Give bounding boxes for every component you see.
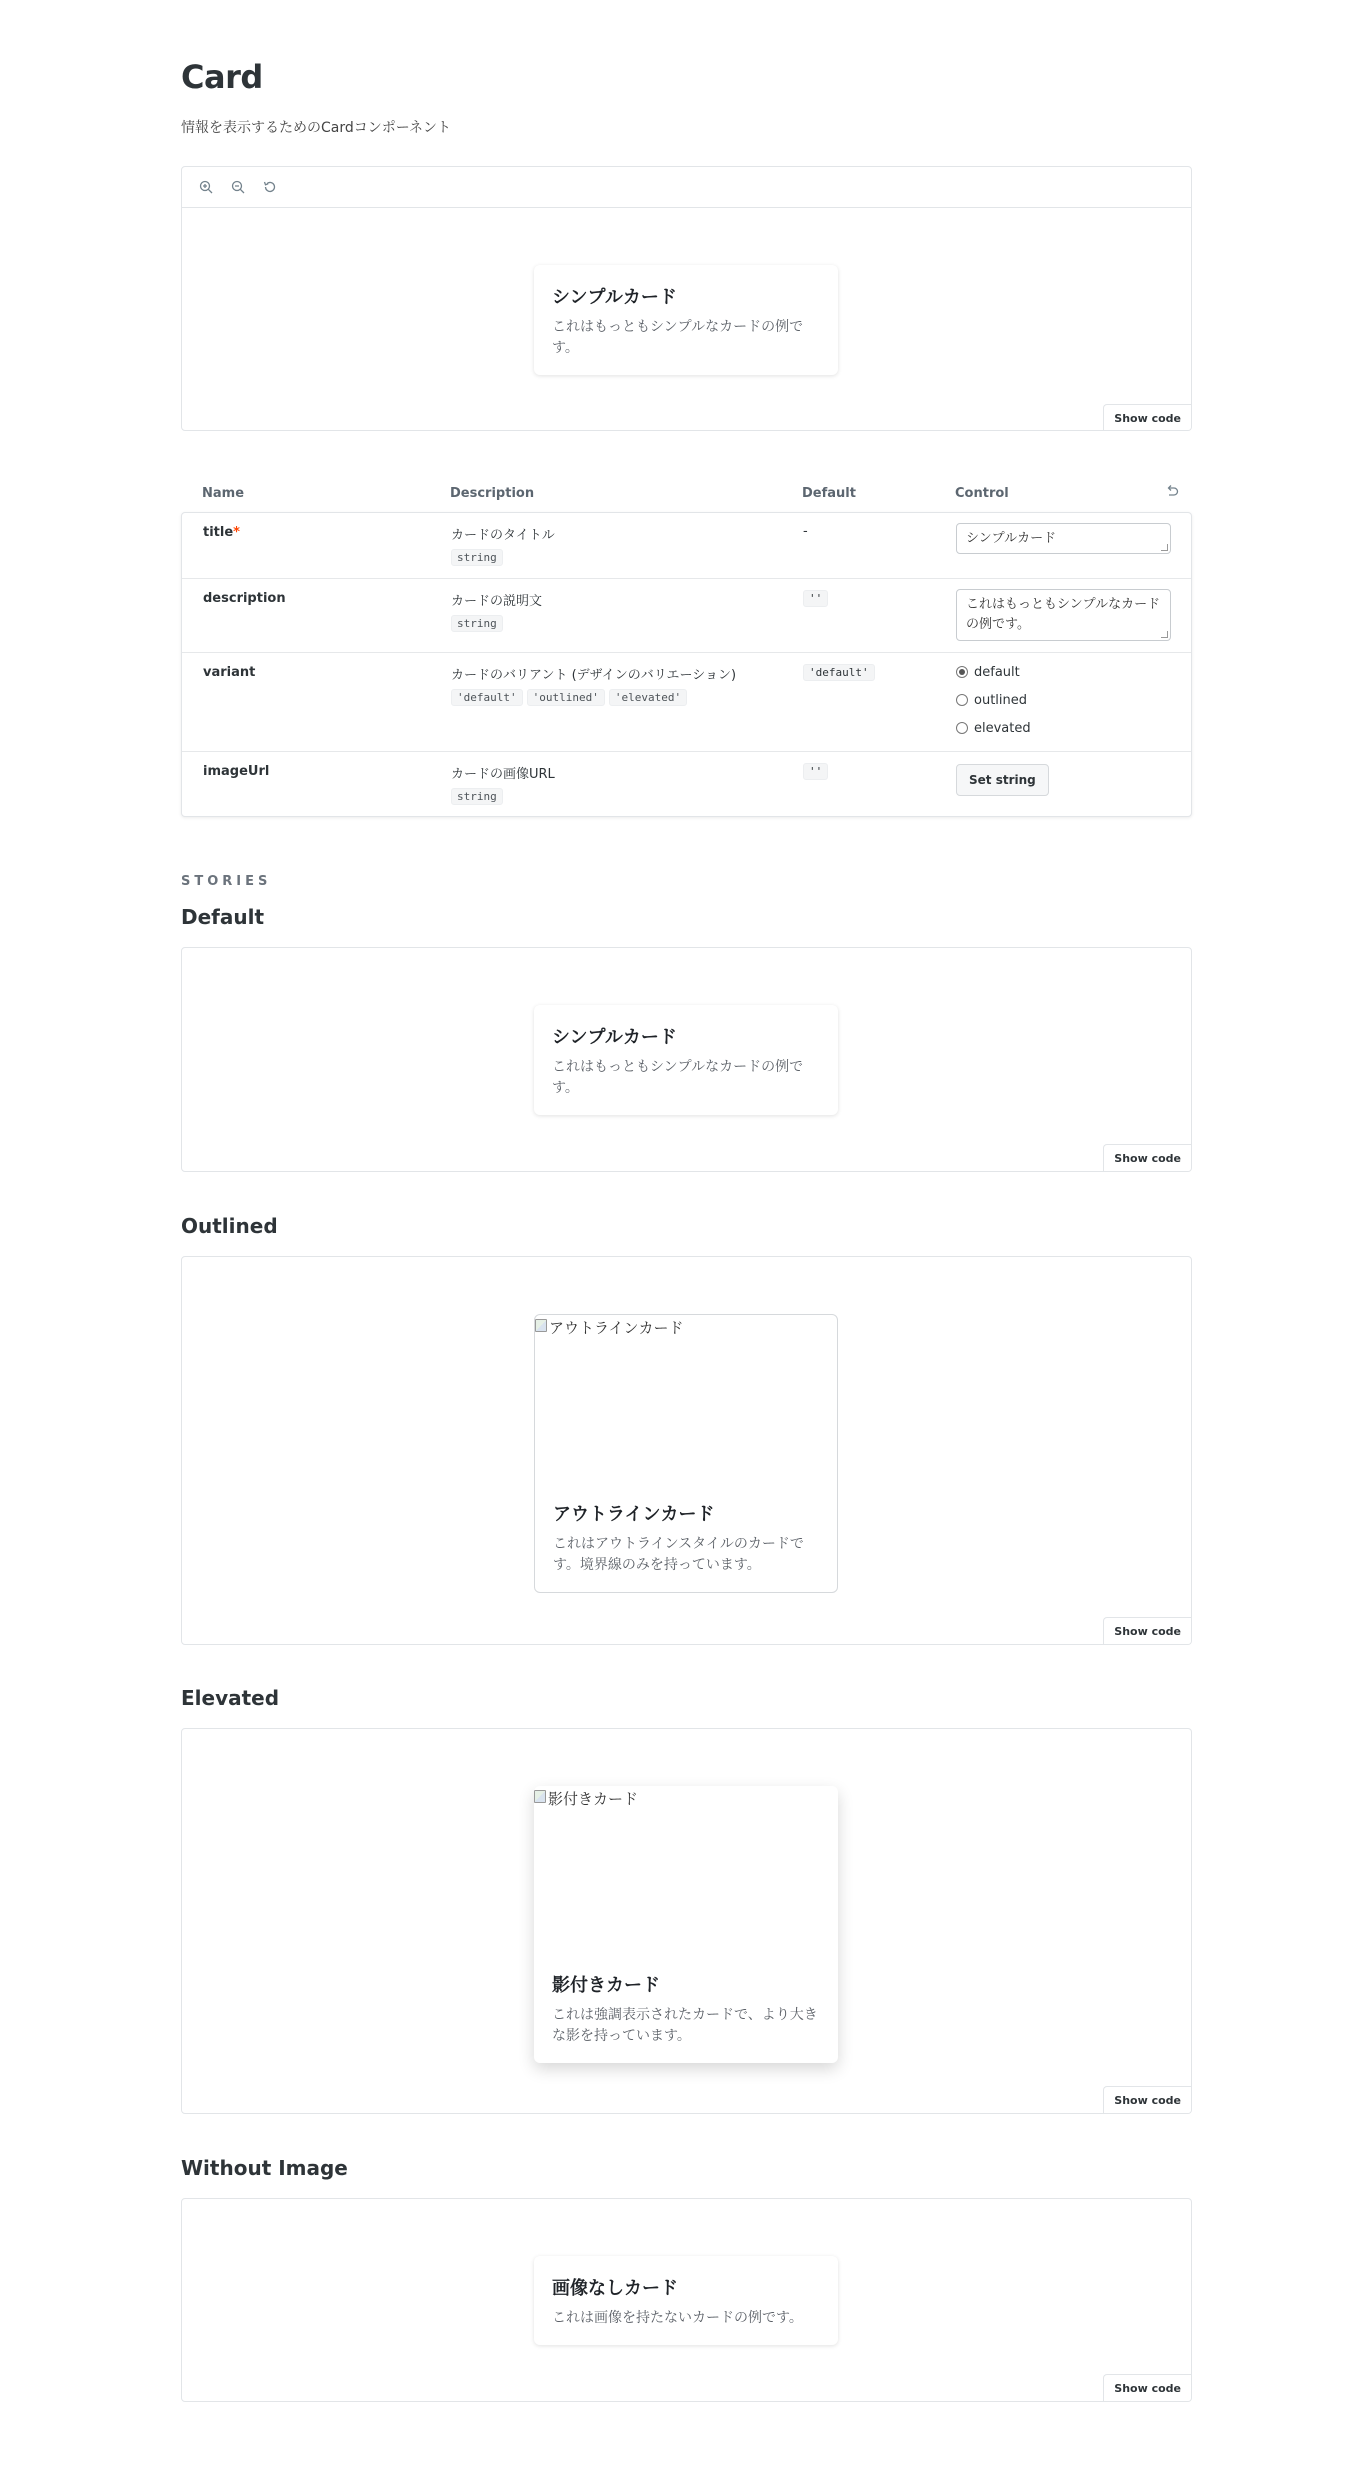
- arg-desc-imageurl-text: カードの画像URL: [451, 767, 555, 782]
- arg-row-title: [182, 513, 1191, 579]
- arg-name-imageurl: imageUrl: [203, 764, 270, 779]
- show-code-button[interactable]: Show code: [1103, 1617, 1191, 1644]
- story-canvas-outlined: [181, 1256, 1192, 1645]
- arg-default-imageurl: [803, 763, 832, 780]
- arg-row-variant: [182, 653, 1191, 752]
- reset-controls-button[interactable]: [1165, 484, 1179, 502]
- card-description: これは画像を持たないカードの例です。: [552, 2310, 803, 2326]
- card-body: [535, 1482, 837, 1592]
- zoom-out-button[interactable]: [226, 175, 250, 199]
- arg-default-title: -: [803, 524, 808, 539]
- args-table: [181, 512, 1192, 817]
- arg-desc-title-text: カードのタイトル: [451, 528, 555, 543]
- card-preview: [534, 1314, 838, 1593]
- arg-row-imageurl: [182, 752, 1191, 816]
- card-image: [534, 1786, 838, 1953]
- arg-name-variant: variant: [203, 665, 256, 680]
- option-code-default: 'default': [451, 689, 523, 706]
- show-code-button[interactable]: Show code: [1103, 1144, 1191, 1171]
- page-subtitle: 情報を表示するためのCardコンポーネント: [181, 120, 452, 136]
- title-textarea[interactable]: シンプルカード: [956, 523, 1171, 554]
- arg-desc-variant-text: カードのバリアント (デザインのバリエーション): [451, 668, 737, 683]
- card-body: [534, 265, 838, 375]
- arg-type-description: string: [451, 615, 503, 632]
- zoom-out-icon: [231, 180, 245, 194]
- show-code-button[interactable]: Show code: [1103, 2374, 1191, 2401]
- option-code-outlined: 'outlined': [527, 689, 605, 706]
- undo-icon: [1165, 484, 1179, 498]
- card-preview: [534, 265, 838, 375]
- card-preview: [534, 1786, 838, 2063]
- card-description: これは強調表示されたカードで、より大きな影を持っています。: [552, 2007, 818, 2044]
- card-image-alt: アウトラインカード: [549, 1319, 684, 1337]
- arg-desc-description-text: カードの説明文: [451, 594, 543, 609]
- arg-control-imageurl: [956, 764, 1049, 796]
- arg-name-description: description: [203, 591, 286, 606]
- arg-row-description: [182, 579, 1191, 653]
- option-code-elevated: 'elevated': [609, 689, 687, 706]
- card-title: アウトラインカード: [553, 1504, 715, 1525]
- zoom-in-icon: [199, 180, 213, 194]
- card-preview: [534, 1005, 838, 1115]
- arg-type-title: string: [451, 549, 503, 566]
- radio-outlined[interactable]: [956, 686, 1031, 714]
- description-textarea[interactable]: これはもっともシンプルなカードの例です。: [956, 589, 1171, 641]
- arg-desc-variant: [451, 664, 736, 706]
- arg-name-title: [203, 525, 240, 540]
- arg-default-variant: [803, 664, 879, 681]
- broken-image-icon: [534, 1790, 546, 1803]
- header-description: Description: [450, 486, 535, 501]
- page-title: Card: [181, 58, 263, 96]
- variant-radio-group: [956, 658, 1031, 742]
- card-body: [534, 1953, 838, 2063]
- arg-options-line: [451, 689, 736, 706]
- radio-label: default: [974, 664, 1020, 680]
- arg-control-title: [956, 523, 1171, 554]
- default-value-code: 'default': [803, 664, 875, 681]
- header-default: Default: [802, 486, 856, 501]
- arg-type-imageurl: string: [451, 788, 503, 805]
- args-table-header: [181, 480, 1192, 510]
- story-canvas-default: [181, 947, 1192, 1172]
- card-title: 影付きカード: [552, 1975, 660, 1996]
- card-image: [535, 1315, 837, 1482]
- arg-default-description: [803, 590, 832, 607]
- default-value-code: '': [803, 590, 828, 607]
- story-preview: [182, 1257, 1191, 1644]
- zoom-reset-button[interactable]: [258, 175, 282, 199]
- canvas-toolbar: [182, 167, 1191, 208]
- radio-label: elevated: [974, 720, 1031, 736]
- primary-preview: [182, 208, 1191, 431]
- radio-elevated[interactable]: [956, 714, 1031, 742]
- required-mark: *: [233, 525, 240, 540]
- card-preview: [534, 2256, 838, 2345]
- header-name: Name: [202, 486, 245, 501]
- arg-type-line: [451, 549, 555, 566]
- story-canvas-without-image: [181, 2198, 1192, 2402]
- arg-type-line: [451, 615, 542, 632]
- radio-default[interactable]: [956, 658, 1031, 686]
- show-code-button[interactable]: Show code: [1103, 404, 1191, 431]
- card-title: シンプルカード: [552, 287, 677, 308]
- card-description: これはもっともシンプルなカードの例です。: [552, 319, 804, 356]
- zoom-in-button[interactable]: [194, 175, 218, 199]
- card-image-alt: 影付きカード: [548, 1790, 639, 1808]
- card-title: シンプルカード: [552, 1027, 677, 1048]
- arg-name-title-label: title: [203, 525, 234, 540]
- story-preview: [182, 2199, 1191, 2401]
- card-description: これはアウトラインスタイルのカードです。境界線のみを持っています。: [553, 1536, 804, 1573]
- card-description: これはもっともシンプルなカードの例です。: [552, 1059, 804, 1096]
- show-code-button[interactable]: Show code: [1103, 2086, 1191, 2113]
- arg-desc-title: [451, 524, 555, 566]
- radio-button-icon: [956, 666, 968, 678]
- story-title-default: Default: [181, 905, 265, 929]
- arg-desc-description: [451, 590, 542, 632]
- card-body: [534, 2256, 838, 2345]
- story-title-outlined: Outlined: [181, 1214, 278, 1238]
- header-control: Control: [955, 486, 1009, 501]
- card-title: 画像なしカード: [552, 2278, 678, 2299]
- set-string-button[interactable]: Set string: [956, 764, 1049, 796]
- card-body: [534, 1005, 838, 1115]
- story-canvas-elevated: [181, 1728, 1192, 2114]
- story-preview: [182, 948, 1191, 1171]
- radio-button-icon: [956, 694, 968, 706]
- story-preview: [182, 1729, 1191, 2113]
- default-value-code: '': [803, 763, 828, 780]
- story-title-without-image: Without Image: [181, 2156, 348, 2180]
- radio-label: outlined: [974, 692, 1028, 708]
- arg-desc-imageurl: [451, 763, 555, 805]
- radio-button-icon: [956, 722, 968, 734]
- arg-type-line: [451, 788, 555, 805]
- zoom-reset-icon: [263, 180, 277, 194]
- primary-canvas: [181, 166, 1192, 431]
- story-title-elevated: Elevated: [181, 1686, 280, 1710]
- broken-image-icon: [535, 1319, 547, 1332]
- arg-control-description: [956, 589, 1171, 641]
- stories-label: STORIES: [181, 874, 272, 889]
